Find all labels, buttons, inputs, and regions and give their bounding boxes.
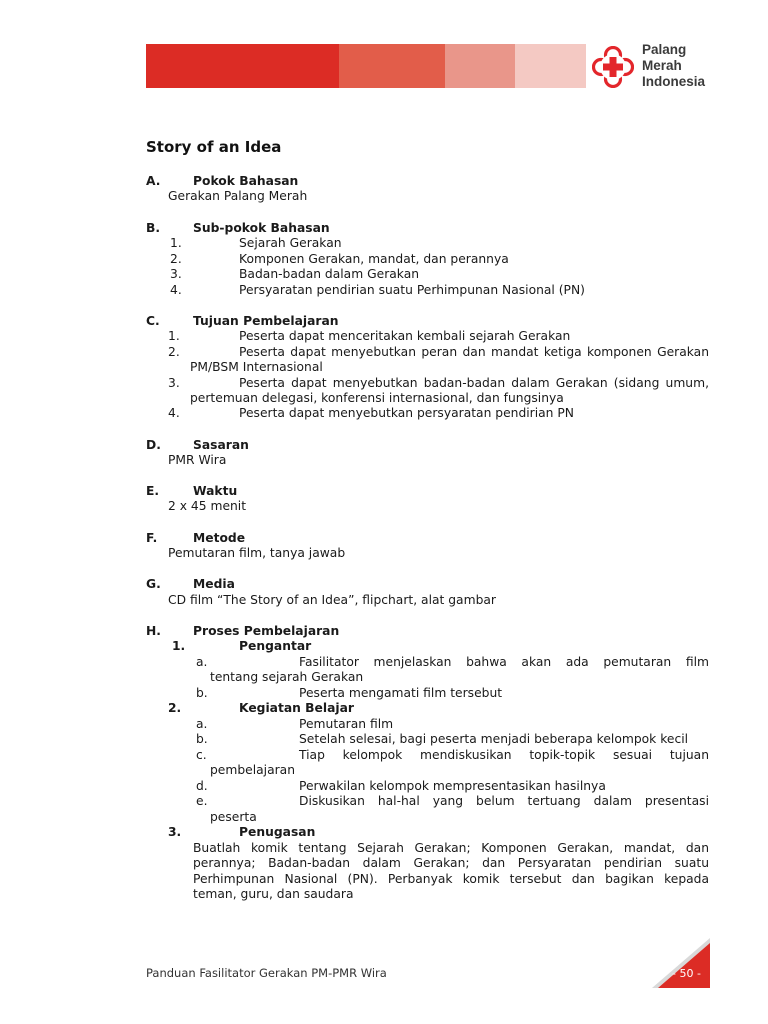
section-c-letter: C.: [146, 314, 160, 328]
section-d-heading: Sasaran: [193, 438, 249, 452]
page-number-badge-icon: [652, 938, 710, 988]
section-c-item-2-num: 2.: [168, 345, 180, 359]
section-h-letter: H.: [146, 624, 161, 638]
section-a-heading: Pokok Bahasan: [193, 174, 299, 188]
section-f-body: Pemutaran film, tanya jawab: [168, 546, 346, 560]
h2-item-d-text: Perwakilan kelompok mempresentasikan hasilnya: [299, 779, 606, 793]
h2-item-c-text: Tiap kelompok mendiskusikan topik-topik sesuai tujuan: [299, 748, 709, 762]
h2-item-e-letter: e.: [196, 794, 208, 808]
section-c-item-4-num: 4.: [168, 406, 180, 420]
h2-item-e-text: Diskusikan hal-hal yang belum tertuang dalam presentasi: [299, 794, 709, 808]
header-band-segment-4: [515, 44, 586, 88]
section-c-item-3-num: 3.: [168, 376, 180, 390]
logo-text: [642, 42, 705, 90]
section-b-item-1-text: Sejarah Gerakan: [239, 236, 342, 250]
header-band-segment-3: [445, 44, 515, 88]
h2-item-e-cont: peserta: [210, 810, 257, 824]
section-a-letter: A.: [146, 174, 161, 188]
header-band-segment-1: [146, 44, 339, 88]
section-d-body: PMR Wira: [168, 453, 227, 467]
h2-item-d-letter: d.: [196, 779, 208, 793]
h3-num: 3.: [168, 825, 182, 839]
h2-heading: Kegiatan Belajar: [239, 701, 354, 715]
section-e-body: 2 x 45 menit: [168, 499, 247, 513]
section-b-heading: Sub-pokok Bahasan: [193, 221, 330, 235]
section-c-item-3-text: Peserta dapat menyebutkan badan-badan dalam Gerakan (sidang umum,: [239, 376, 709, 390]
page-number: - 50 -: [672, 967, 701, 980]
section-b-item-4-num: 4.: [170, 283, 182, 297]
section-c-item-1-text: Peserta dapat menceritakan kembali sejarah Gerakan: [239, 329, 571, 343]
logo-line-2: Merah: [642, 58, 682, 73]
logo-line-1: Palang: [642, 42, 687, 57]
section-g-letter: G.: [146, 577, 161, 591]
section-b-item-2-text: Komponen Gerakan, mandat, dan perannya: [239, 252, 509, 266]
header-band-segment-2: [339, 44, 445, 88]
h2-item-a-text: Pemutaran film: [299, 717, 394, 731]
h1-item-a-cont: tentang sejarah Gerakan: [210, 670, 364, 684]
h3-line-2: perannya; Badan-badan dalam Gerakan; dan Persyaratan pendirian suatu: [193, 856, 709, 870]
h3-heading: Penugasan: [239, 825, 316, 839]
h2-item-b-text: Setelah selesai, bagi peserta menjadi beberapa kelompok kecil: [299, 732, 689, 746]
section-g-heading: Media: [193, 577, 235, 591]
section-b-item-3-num: 3.: [170, 267, 182, 281]
page-title: Story of an Idea: [146, 138, 282, 156]
section-b-letter: B.: [146, 221, 161, 235]
h2-item-c-cont: pembelajaran: [210, 763, 296, 777]
section-b-item-4-text: Persyaratan pendirian suatu Perhimpunan Nasional (PN): [239, 283, 585, 297]
section-c-heading: Tujuan Pembelajaran: [193, 314, 339, 328]
red-cross-logo-icon: [592, 46, 634, 88]
h1-item-a-text: Fasilitator menjelaskan bahwa akan ada pemutaran film: [299, 655, 709, 669]
h3-line-1: Buatlah komik tentang Sejarah Gerakan; Komponen Gerakan, mandat, dan: [193, 841, 709, 855]
h2-num: 2.: [168, 701, 182, 715]
section-f-letter: F.: [146, 531, 158, 545]
h2-item-c-letter: c.: [196, 748, 207, 762]
h2-item-a-letter: a.: [196, 717, 208, 731]
h3-line-3: Perhimpunan Nasional (PN). Perbanyak komik tersebut dan bagikan kepada: [193, 872, 709, 886]
h1-item-b-text: Peserta mengamati film tersebut: [299, 686, 503, 700]
section-g-body: CD film “The Story of an Idea”, flipchart, alat gambar: [168, 593, 496, 607]
section-c-item-2-text: Peserta dapat menyebutkan peran dan mandat ketiga komponen Gerakan: [239, 345, 709, 359]
h2-item-b-letter: b.: [196, 732, 208, 746]
logo-line-3: Indonesia: [642, 74, 706, 89]
section-a-body: Gerakan Palang Merah: [168, 189, 308, 203]
section-c-item-2-cont: PM/BSM Internasional: [190, 360, 323, 374]
section-b-item-2-num: 2.: [170, 252, 182, 266]
footer-text: Panduan Fasilitator Gerakan PM-PMR Wira: [146, 966, 387, 980]
h1-item-b-letter: b.: [196, 686, 208, 700]
h1-item-a-letter: a.: [196, 655, 208, 669]
section-b-item-3-text: Badan-badan dalam Gerakan: [239, 267, 420, 281]
section-f-heading: Metode: [193, 531, 246, 545]
section-c-item-1-num: 1.: [168, 329, 180, 343]
section-e-letter: E.: [146, 484, 160, 498]
section-e-heading: Waktu: [193, 484, 238, 498]
section-h-heading: Proses Pembelajaran: [193, 624, 340, 638]
section-b-item-1-num: 1.: [170, 236, 182, 250]
section-c-item-4-text: Peserta dapat menyebutkan persyaratan pendirian PN: [239, 406, 574, 420]
section-d-letter: D.: [146, 438, 161, 452]
h1-num: 1.: [172, 639, 186, 653]
h3-line-4: teman, guru, dan saudara: [193, 887, 354, 901]
section-c-item-3-cont: pertemuan delegasi, konferensi internasional, dan fungsinya: [190, 391, 564, 405]
h1-heading: Pengantar: [239, 639, 312, 653]
